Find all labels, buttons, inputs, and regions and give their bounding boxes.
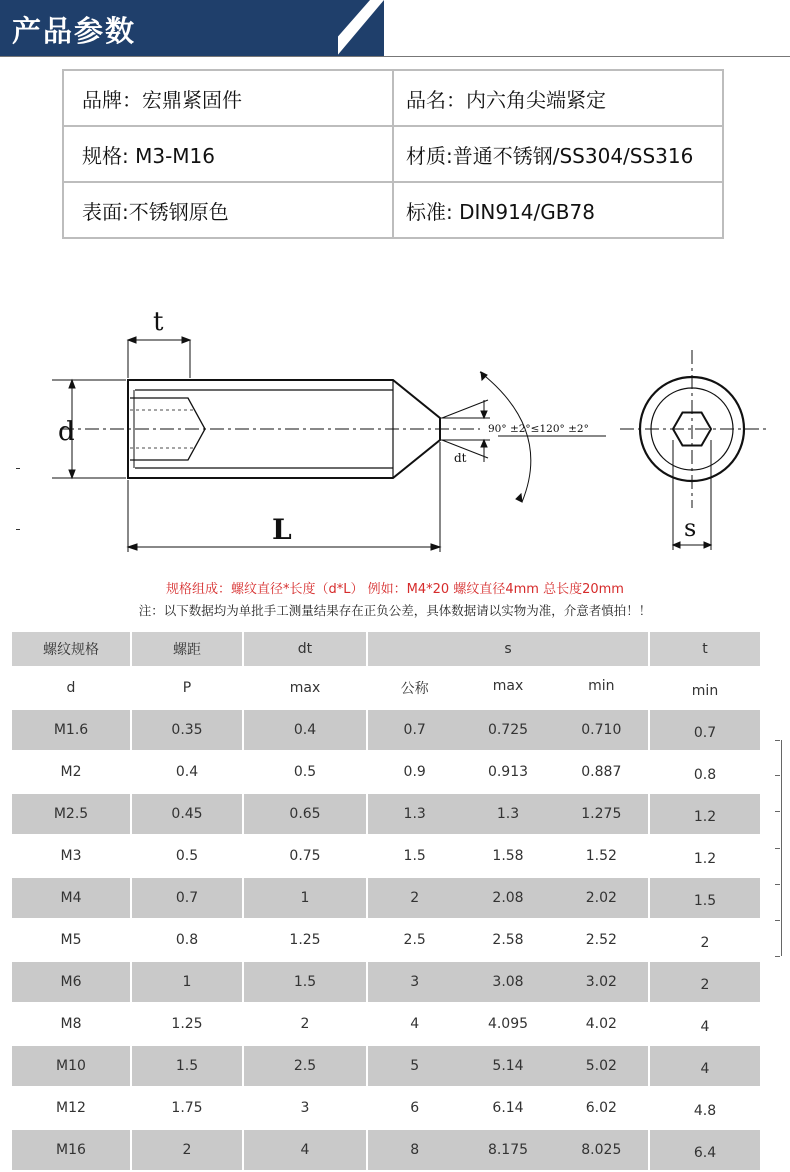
cell-s-min: 2.02 bbox=[585, 890, 617, 906]
cell-s-min: 6.02 bbox=[585, 1100, 617, 1116]
cell-pitch: 0.45 bbox=[132, 794, 244, 836]
cell-s-min: 4.02 bbox=[585, 1016, 617, 1032]
product-params-table bbox=[62, 69, 724, 239]
cell-s-nominal: 0.9 bbox=[403, 764, 426, 780]
cell-s-min: 8.025 bbox=[581, 1142, 622, 1158]
cell-s-group bbox=[368, 710, 650, 752]
cell-s-max: 1.58 bbox=[492, 848, 524, 864]
spec-subheader-row bbox=[12, 668, 762, 710]
cell-dt-max: 0.5 bbox=[244, 752, 368, 794]
cell-d: M5 bbox=[12, 920, 132, 962]
cell-s-max: 8.175 bbox=[487, 1142, 529, 1158]
cell-s-nominal: 2 bbox=[410, 890, 420, 906]
cell-s-nominal: 4 bbox=[410, 1016, 420, 1032]
cell-d: M10 bbox=[12, 1046, 132, 1088]
cell-s-max: 4.095 bbox=[487, 1016, 529, 1032]
param-product-name: 品名：内六角尖端紧定 bbox=[393, 70, 723, 126]
edge-mark bbox=[16, 529, 20, 530]
edge-tick bbox=[775, 848, 780, 849]
measurement-disclaimer: 注：以下数据均为单批手工测量结果存在正负公差，具体数据请以实物为准，介意者慎拍！！ bbox=[138, 603, 652, 618]
cell-d: M3 bbox=[12, 836, 132, 878]
cell-dt-max: 0.4 bbox=[244, 710, 368, 752]
cell-s-nominal: 1.3 bbox=[403, 806, 426, 822]
cell-t-min: 2 bbox=[650, 920, 762, 962]
cell-s-nominal: 1.5 bbox=[403, 848, 426, 864]
cell-pitch: 1.25 bbox=[132, 1004, 244, 1046]
cell-d: M8 bbox=[12, 1004, 132, 1046]
cell-s-max: 2.58 bbox=[492, 932, 524, 948]
cell-t-min: 4 bbox=[650, 1004, 762, 1046]
cell-s-min: 0.887 bbox=[581, 764, 622, 780]
cell-d: M16 bbox=[12, 1130, 132, 1172]
table-row bbox=[12, 1130, 762, 1172]
cell-d: M1.6 bbox=[12, 710, 132, 752]
label-L: L bbox=[272, 513, 292, 546]
cell-s-max: 3.08 bbox=[492, 974, 524, 990]
param-surface: 表面:不锈钢原色 bbox=[63, 182, 393, 238]
cell-t-min: 1.2 bbox=[650, 794, 762, 836]
table-row bbox=[12, 1004, 762, 1046]
spec-header-row bbox=[12, 632, 762, 668]
table-row bbox=[12, 752, 762, 794]
cell-dt-max: 1 bbox=[244, 878, 368, 920]
params-row bbox=[63, 70, 723, 126]
cell-pitch: 0.5 bbox=[132, 836, 244, 878]
table-row bbox=[12, 962, 762, 1004]
cell-dt-max: 0.75 bbox=[244, 836, 368, 878]
cell-s-min: 0.710 bbox=[581, 722, 622, 738]
sub-t-min: min bbox=[650, 668, 762, 710]
cell-s-max: 0.725 bbox=[487, 722, 529, 738]
cell-s-nominal: 5 bbox=[410, 1058, 420, 1074]
cell-d: M6 bbox=[12, 962, 132, 1004]
sub-dt-max: max bbox=[244, 668, 368, 710]
cell-s-group bbox=[368, 836, 650, 878]
label-d: d bbox=[58, 417, 75, 447]
spec-table bbox=[12, 632, 762, 1172]
col-dt: dt bbox=[244, 632, 368, 668]
cell-dt-max: 1.5 bbox=[244, 962, 368, 1004]
cell-t-min: 2 bbox=[650, 962, 762, 1004]
cell-t-min: 6.4 bbox=[650, 1130, 762, 1172]
cell-dt-max: 1.25 bbox=[244, 920, 368, 962]
params-row bbox=[63, 182, 723, 238]
cell-dt-max: 2 bbox=[244, 1004, 368, 1046]
cell-s-group bbox=[368, 962, 650, 1004]
cell-s-min: 1.275 bbox=[581, 806, 622, 822]
spec-composition-note: 规格组成：螺纹直径*长度（d*L） 例如：M4*20 螺纹直径4mm 总长度20mm bbox=[166, 582, 624, 597]
set-screw-diagram bbox=[0, 290, 790, 580]
cell-d: M4 bbox=[12, 878, 132, 920]
edge-tick bbox=[775, 956, 780, 957]
page-title: 产品参数 bbox=[12, 14, 137, 48]
cell-dt-max: 3 bbox=[244, 1088, 368, 1130]
cell-pitch: 0.8 bbox=[132, 920, 244, 962]
edge-tick bbox=[775, 740, 780, 741]
col-t: t bbox=[650, 632, 762, 668]
cell-d: M2 bbox=[12, 752, 132, 794]
sub-p: P bbox=[132, 668, 244, 710]
sub-s-min: min bbox=[588, 678, 615, 694]
cell-s-max: 0.913 bbox=[487, 764, 529, 780]
cell-pitch: 1.5 bbox=[132, 1046, 244, 1088]
cell-s-group bbox=[368, 794, 650, 836]
cell-dt-max: 0.65 bbox=[244, 794, 368, 836]
cell-dt-max: 4 bbox=[244, 1130, 368, 1172]
cell-d: M2.5 bbox=[12, 794, 132, 836]
cell-dt-max: 2.5 bbox=[244, 1046, 368, 1088]
edge-tick bbox=[775, 811, 780, 812]
sub-s-nominal: 公称 bbox=[400, 681, 429, 697]
cell-pitch: 0.35 bbox=[132, 710, 244, 752]
edge-tick bbox=[775, 775, 780, 776]
cell-t-min: 0.8 bbox=[650, 752, 762, 794]
table-row bbox=[12, 1046, 762, 1088]
table-row bbox=[12, 920, 762, 962]
cell-s-max: 2.08 bbox=[492, 890, 524, 906]
col-pitch: 螺距 bbox=[132, 632, 244, 668]
table-row bbox=[12, 878, 762, 920]
edge-mark bbox=[16, 468, 20, 469]
cell-s-group bbox=[368, 920, 650, 962]
cell-s-group bbox=[368, 752, 650, 794]
col-s: s bbox=[368, 632, 650, 668]
param-material: 材质:普通不锈钢/SS304/SS316 bbox=[393, 126, 723, 182]
cell-s-max: 1.3 bbox=[496, 806, 520, 822]
sub-d: d bbox=[12, 668, 132, 710]
col-thread-spec: 螺纹规格 bbox=[12, 632, 132, 668]
cell-pitch: 0.4 bbox=[132, 752, 244, 794]
cell-s-nominal: 0.7 bbox=[403, 722, 426, 738]
cell-s-nominal: 3 bbox=[410, 974, 420, 990]
cell-pitch: 1.75 bbox=[132, 1088, 244, 1130]
dim-t bbox=[128, 337, 190, 378]
cell-s-min: 5.02 bbox=[585, 1058, 617, 1074]
cell-t-min: 4.8 bbox=[650, 1088, 762, 1130]
param-standard: 标准: DIN914/GB78 bbox=[393, 182, 723, 238]
cell-t-min: 0.7 bbox=[650, 710, 762, 752]
table-row bbox=[12, 1088, 762, 1130]
cell-s-nominal: 2.5 bbox=[403, 932, 426, 948]
cell-s-min: 1.52 bbox=[585, 848, 617, 864]
cell-s-group bbox=[368, 1046, 650, 1088]
cell-s-min: 2.52 bbox=[585, 932, 617, 948]
cell-s-min: 3.02 bbox=[585, 974, 617, 990]
table-row bbox=[12, 710, 762, 752]
table-row bbox=[12, 836, 762, 878]
cell-pitch: 0.7 bbox=[132, 878, 244, 920]
header-divider bbox=[0, 56, 790, 57]
dim-point bbox=[440, 372, 606, 502]
params-row bbox=[63, 126, 723, 182]
edge-tick bbox=[775, 920, 780, 921]
param-brand: 品牌：宏鼎紧固件 bbox=[63, 70, 393, 126]
section-header bbox=[0, 0, 790, 57]
cell-s-group bbox=[368, 1130, 650, 1172]
cell-s-nominal: 8 bbox=[410, 1142, 420, 1158]
label-t: t bbox=[153, 307, 164, 337]
edge-tick bbox=[775, 884, 780, 885]
label-s: s bbox=[684, 514, 697, 542]
spec-body bbox=[12, 710, 762, 1172]
cell-pitch: 2 bbox=[132, 1130, 244, 1172]
angle-label: 90° ±2°≤120° ±2° bbox=[488, 423, 589, 435]
cell-pitch: 1 bbox=[132, 962, 244, 1004]
sub-s-max: max bbox=[492, 678, 524, 694]
sub-s bbox=[368, 668, 650, 710]
cell-s-group bbox=[368, 1088, 650, 1130]
header-slant-accent bbox=[336, 0, 384, 57]
cell-s-group bbox=[368, 1004, 650, 1046]
cell-t-min: 1.2 bbox=[650, 836, 762, 878]
cell-s-nominal: 6 bbox=[410, 1100, 420, 1116]
cell-t-min: 4 bbox=[650, 1046, 762, 1088]
table-row bbox=[12, 794, 762, 836]
cell-t-min: 1.5 bbox=[650, 878, 762, 920]
cell-d: M12 bbox=[12, 1088, 132, 1130]
cell-s-max: 5.14 bbox=[492, 1058, 524, 1074]
param-spec: 规格: M3-M16 bbox=[63, 126, 393, 182]
cell-s-max: 6.14 bbox=[492, 1100, 524, 1116]
cell-s-group bbox=[368, 878, 650, 920]
label-dt: dt bbox=[454, 451, 467, 465]
